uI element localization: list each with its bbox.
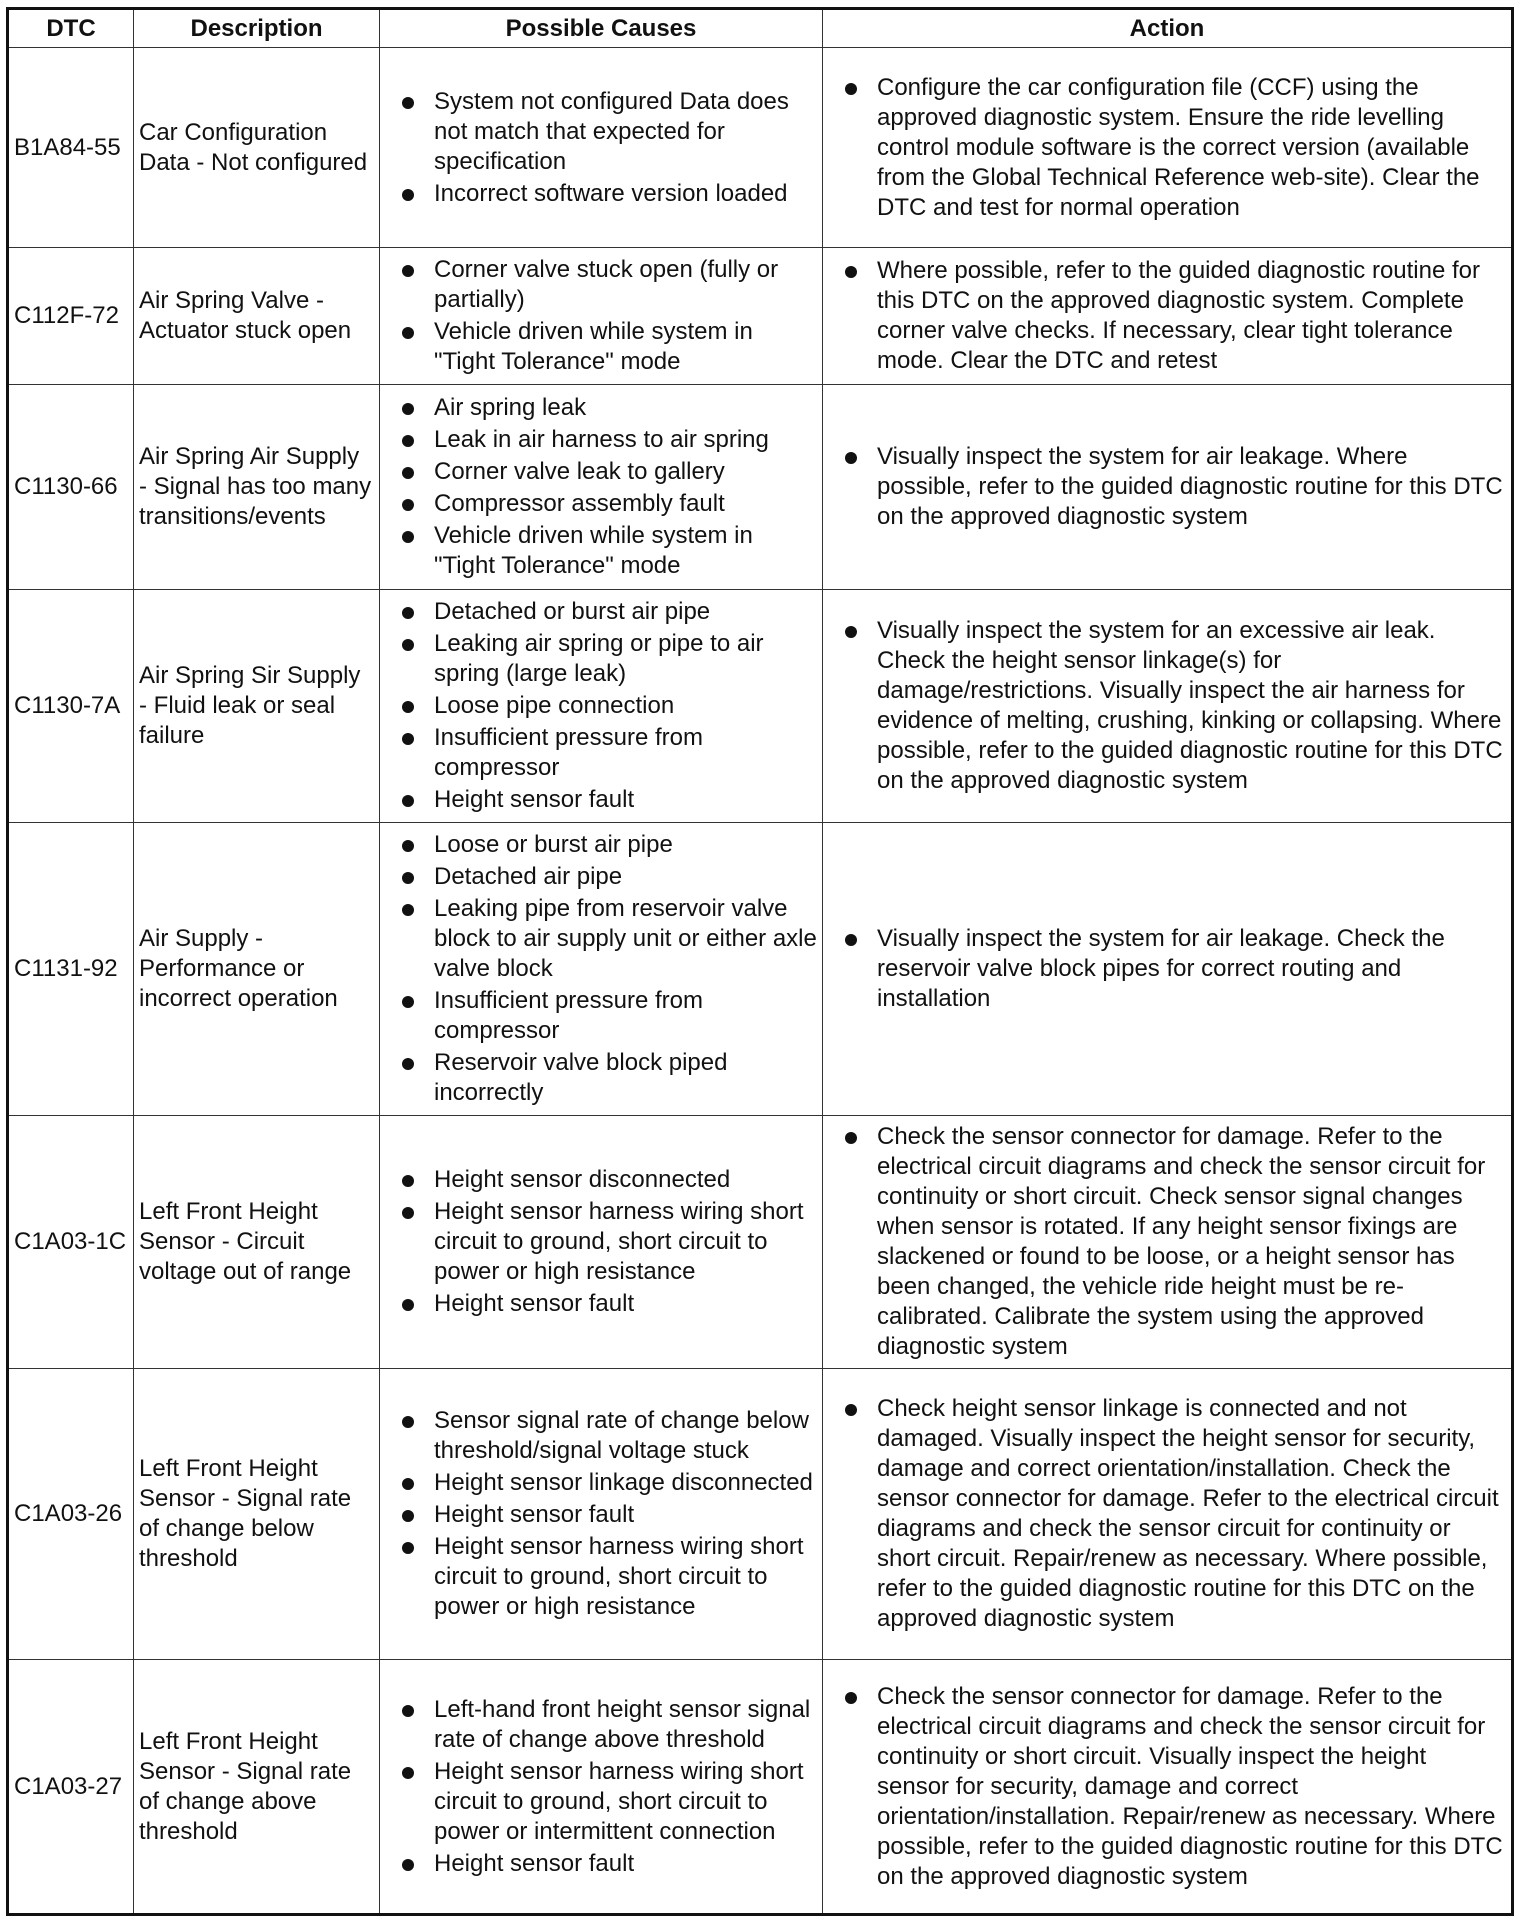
description-cell: Air Spring Valve - Actuator stuck open — [134, 248, 380, 385]
action-cell — [823, 385, 1513, 590]
action-cell — [823, 1660, 1513, 1915]
table-row — [8, 248, 1513, 385]
header-description: Description — [134, 9, 380, 48]
cause-item: Incorrect software version loaded — [400, 179, 818, 209]
action-list — [843, 256, 1503, 376]
table-row — [8, 48, 1513, 248]
action-item: Where possible, refer to the guided diagnostic routine for this DTC on the approved diagnostic system. Complete corner valve checks. If necessary, clear tight tolerance mode. Clear the DTC and retest — [843, 256, 1503, 376]
table-row — [8, 1369, 1513, 1660]
action-item: Check the sensor connector for damage. Refer to the electrical circuit diagrams and check the sensor circuit for continuity or short circuit. Check sensor signal changes when sensor is rotated. If any height sensor fixings are slackened or found to be loose, or a height sensor has been changed, the vehicle ride height must be re-calibrated. Calibrate the system using the approved diagnostic system — [843, 1122, 1503, 1362]
cause-item: Height sensor harness wiring short circuit to ground, short circuit to power or high resistance — [400, 1197, 818, 1287]
action-list — [843, 924, 1503, 1014]
action-list — [843, 1394, 1503, 1634]
action-cell — [823, 48, 1513, 248]
cause-item: Height sensor harness wiring short circuit to ground, short circuit to power or high resistance — [400, 1532, 818, 1622]
causes-list — [400, 1165, 818, 1319]
description-cell: Left Front Height Sensor - Circuit voltage out of range — [134, 1116, 380, 1369]
cause-item: Reservoir valve block piped incorrectly — [400, 1048, 818, 1108]
causes-list — [400, 597, 818, 815]
cause-item: Insufficient pressure from compressor — [400, 723, 818, 783]
table-row — [8, 1116, 1513, 1369]
causes-list — [400, 393, 818, 581]
action-item: Visually inspect the system for an excessive air leak. Check the height sensor linkage(s) for damage/restrictions. Visually inspect the air harness for evidence of melting, crushing, kinking or collapsing. Where possible, refer to the guided diagnostic routine for this DTC on the approved diagnostic system — [843, 616, 1503, 796]
description-cell: Left Front Height Sensor - Signal rate of change above threshold — [134, 1660, 380, 1915]
action-item: Visually inspect the system for air leakage. Check the reservoir valve block pipes for correct routing and installation — [843, 924, 1503, 1014]
cause-item: Height sensor linkage disconnected — [400, 1468, 818, 1498]
possible-causes-cell — [380, 590, 823, 823]
action-list — [843, 1122, 1503, 1362]
header-possible-causes: Possible Causes — [380, 9, 823, 48]
table-row — [8, 385, 1513, 590]
possible-causes-cell — [380, 248, 823, 385]
action-list — [843, 1682, 1503, 1892]
cause-item: Leak in air harness to air spring — [400, 425, 818, 455]
causes-list — [400, 1406, 818, 1622]
action-list — [843, 442, 1503, 532]
possible-causes-cell — [380, 48, 823, 248]
cause-item: Left-hand front height sensor signal rate of change above threshold — [400, 1695, 818, 1755]
cause-item: Height sensor harness wiring short circuit to ground, short circuit to power or intermittent connection — [400, 1757, 818, 1847]
cause-item: Compressor assembly fault — [400, 489, 818, 519]
dtc-code-cell: C112F-72 — [8, 248, 134, 385]
dtc-code-cell: C1A03-26 — [8, 1369, 134, 1660]
action-item: Visually inspect the system for air leakage. Where possible, refer to the guided diagnostic routine for this DTC on the approved diagnostic system — [843, 442, 1503, 532]
action-cell — [823, 823, 1513, 1116]
header-dtc: DTC — [8, 9, 134, 48]
header-action: Action — [823, 9, 1513, 48]
cause-item: Leaking pipe from reservoir valve block to air supply unit or either axle valve block — [400, 894, 818, 984]
cause-item: System not configured Data does not match that expected for specification — [400, 87, 818, 177]
dtc-code-cell: B1A84-55 — [8, 48, 134, 248]
table-header — [8, 9, 1513, 48]
cause-item: Leaking air spring or pipe to air spring (large leak) — [400, 629, 818, 689]
action-cell — [823, 590, 1513, 823]
cause-item: Insufficient pressure from compressor — [400, 986, 818, 1046]
cause-item: Detached or burst air pipe — [400, 597, 818, 627]
cause-item: Loose pipe connection — [400, 691, 818, 721]
causes-list — [400, 830, 818, 1108]
cause-item: Height sensor fault — [400, 785, 818, 815]
action-cell — [823, 1116, 1513, 1369]
dtc-table — [6, 7, 1514, 1916]
action-item: Check height sensor linkage is connected and not damaged. Visually inspect the height sensor for security, damage and correct orientation/installation. Check the sensor connector for damage. Refer to the electrical circuit diagrams and check the sensor circuit for continuity or short circuit. Repair/renew as necessary. Where possible, refer to the guided diagnostic routine for this DTC on the approved diagnostic system — [843, 1394, 1503, 1634]
cause-item: Height sensor fault — [400, 1289, 818, 1319]
causes-list — [400, 87, 818, 209]
dtc-code-cell: C1130-7A — [8, 590, 134, 823]
table-row — [8, 823, 1513, 1116]
cause-item: Vehicle driven while system in "Tight Tolerance" mode — [400, 521, 818, 581]
causes-list — [400, 255, 818, 377]
description-cell: Air Spring Air Supply - Signal has too many transitions/events — [134, 385, 380, 590]
cause-item: Corner valve leak to gallery — [400, 457, 818, 487]
possible-causes-cell — [380, 1369, 823, 1660]
possible-causes-cell — [380, 823, 823, 1116]
possible-causes-cell — [380, 1660, 823, 1915]
cause-item: Height sensor fault — [400, 1849, 818, 1879]
table-body — [8, 48, 1513, 1915]
cause-item: Sensor signal rate of change below threshold/signal voltage stuck — [400, 1406, 818, 1466]
causes-list — [400, 1695, 818, 1879]
cause-item: Detached air pipe — [400, 862, 818, 892]
description-cell: Car Configuration Data - Not configured — [134, 48, 380, 248]
dtc-code-cell: C1131-92 — [8, 823, 134, 1116]
description-cell: Air Supply - Performance or incorrect operation — [134, 823, 380, 1116]
cause-item: Height sensor disconnected — [400, 1165, 818, 1195]
cause-item: Air spring leak — [400, 393, 818, 423]
cause-item: Corner valve stuck open (fully or partially) — [400, 255, 818, 315]
action-item: Check the sensor connector for damage. Refer to the electrical circuit diagrams and check the sensor circuit for continuity or short circuit. Visually inspect the height sensor for security, damage and correct orientation/installation. Repair/renew as necessary. Where possible, refer to the guided diagnostic routine for this DTC on the approved diagnostic system — [843, 1682, 1503, 1892]
cause-item: Height sensor fault — [400, 1500, 818, 1530]
action-list — [843, 616, 1503, 796]
possible-causes-cell — [380, 1116, 823, 1369]
action-cell — [823, 1369, 1513, 1660]
action-cell — [823, 248, 1513, 385]
cause-item: Vehicle driven while system in "Tight Tolerance" mode — [400, 317, 818, 377]
table-row — [8, 590, 1513, 823]
description-cell: Air Spring Sir Supply - Fluid leak or seal failure — [134, 590, 380, 823]
cause-item: Loose or burst air pipe — [400, 830, 818, 860]
dtc-code-cell: C1A03-1C — [8, 1116, 134, 1369]
possible-causes-cell — [380, 385, 823, 590]
header-row — [8, 9, 1513, 48]
action-item: Configure the car configuration file (CCF) using the approved diagnostic system. Ensure the ride levelling control module software is the correct version (available from the Global Technical Reference web-site). Clear the DTC and test for normal operation — [843, 73, 1503, 223]
dtc-code-cell: C1A03-27 — [8, 1660, 134, 1915]
table-row — [8, 1660, 1513, 1915]
action-list — [843, 73, 1503, 223]
dtc-code-cell: C1130-66 — [8, 385, 134, 590]
description-cell: Left Front Height Sensor - Signal rate of change below threshold — [134, 1369, 380, 1660]
